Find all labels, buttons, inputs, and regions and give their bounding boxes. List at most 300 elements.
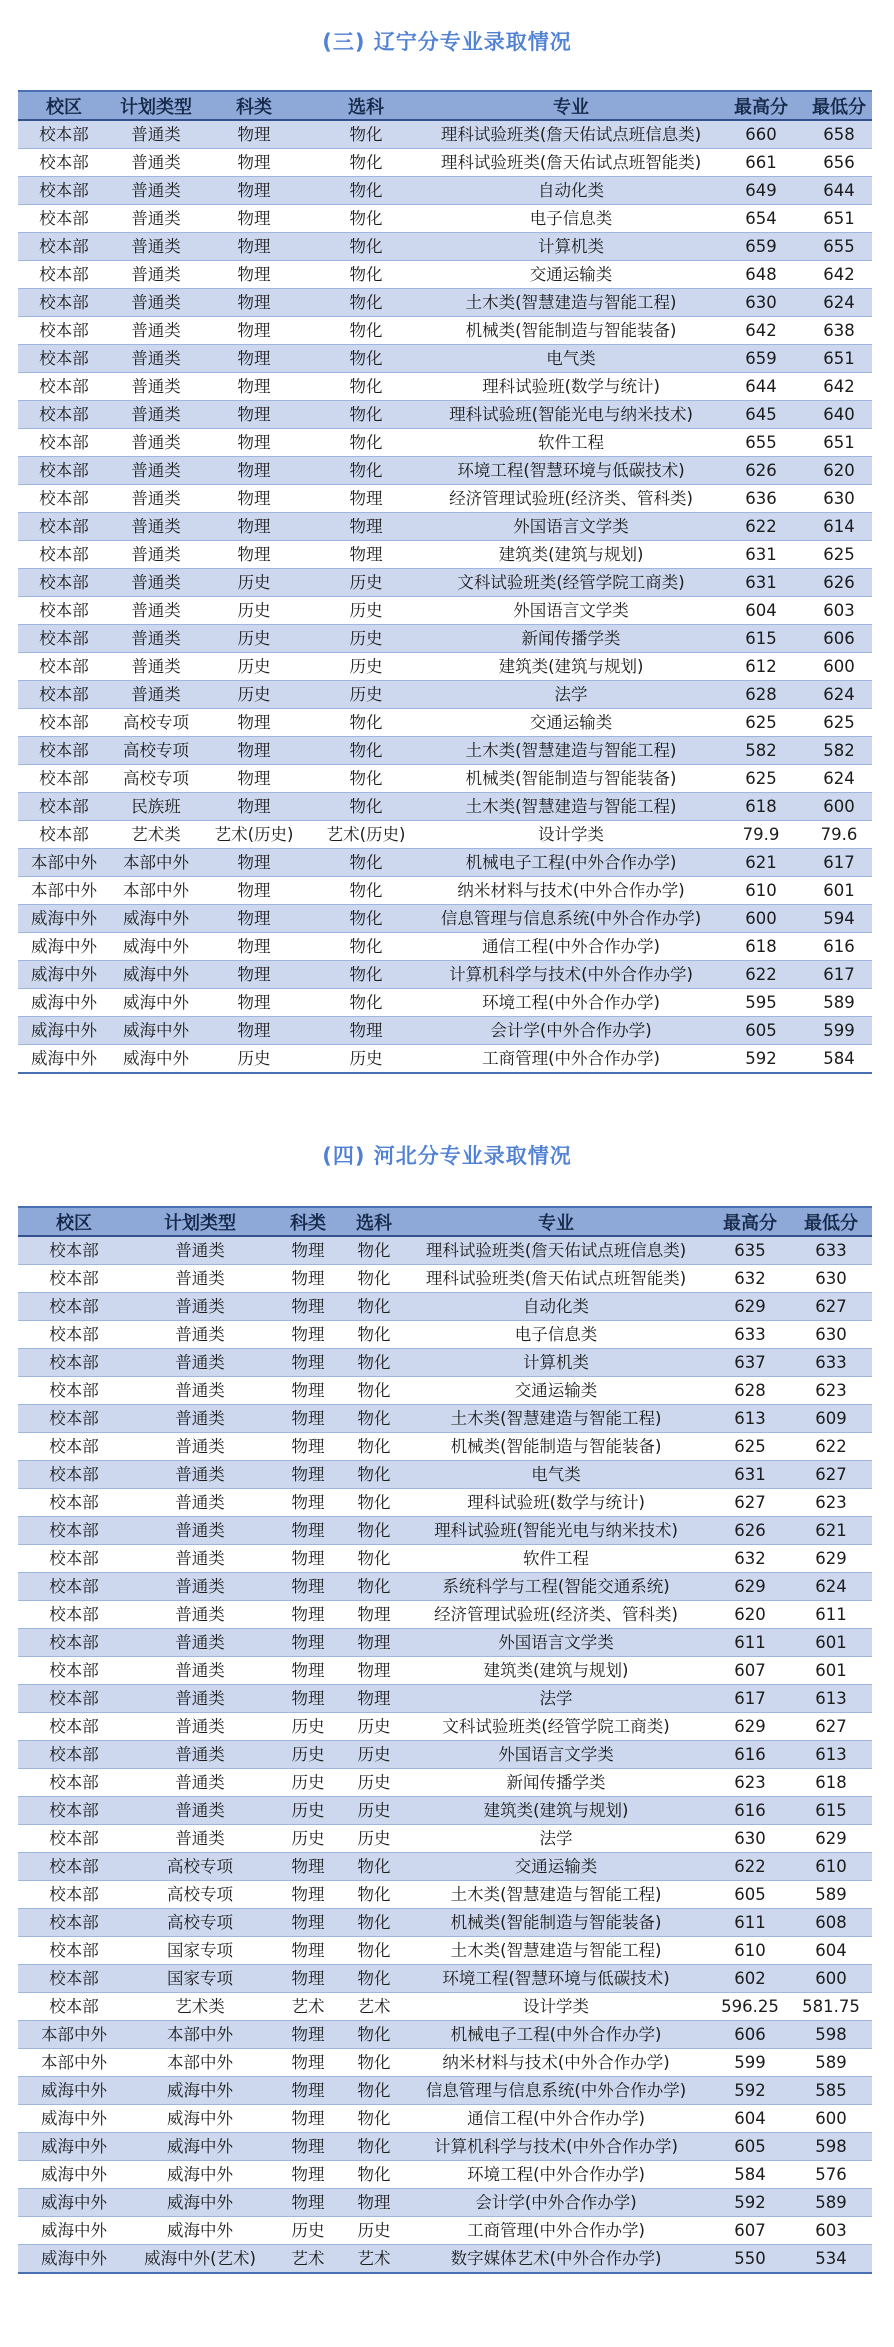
max-score-cell: 602 — [710, 1965, 790, 1993]
max-score-cell: 610 — [710, 1937, 790, 1965]
table-row — [18, 1741, 872, 1769]
table-row — [18, 541, 872, 569]
max-score-cell: 605 — [716, 1017, 806, 1045]
table-header-row — [18, 1207, 872, 1236]
cell: 物理 — [346, 1629, 402, 1657]
cell: 普通类 — [130, 1797, 270, 1825]
max-score-cell: 630 — [710, 1825, 790, 1853]
major-cell: 纳米材料与技术(中外合作办学) — [402, 2049, 710, 2077]
table-row — [18, 1769, 872, 1797]
section-liaoning — [0, 26, 894, 1074]
major-cell: 土木类(智慧建造与智能工程) — [426, 737, 716, 765]
min-score-cell: 625 — [806, 709, 872, 737]
cell: 物理 — [270, 1265, 346, 1293]
cell: 历史 — [346, 1769, 402, 1797]
cell: 普通类 — [110, 485, 202, 513]
table-row — [18, 1573, 872, 1601]
major-cell: 环境工程(中外合作办学) — [402, 2161, 710, 2189]
cell: 校本部 — [18, 653, 110, 681]
major-cell: 通信工程(中外合作办学) — [426, 933, 716, 961]
max-score-cell: 631 — [716, 569, 806, 597]
table-row — [18, 1517, 872, 1545]
major-cell: 纳米材料与技术(中外合作办学) — [426, 877, 716, 905]
cell: 历史 — [202, 653, 306, 681]
cell: 普通类 — [110, 261, 202, 289]
cell: 普通类 — [130, 1517, 270, 1545]
cell: 物化 — [306, 793, 426, 821]
min-score-cell: 614 — [806, 513, 872, 541]
cell: 普通类 — [130, 1629, 270, 1657]
min-score-cell: 610 — [790, 1853, 872, 1881]
cell: 威海中外 — [18, 2133, 130, 2161]
min-score-cell: 582 — [806, 737, 872, 765]
max-score-cell: 616 — [710, 1797, 790, 1825]
min-score-cell: 633 — [790, 1236, 872, 1265]
cell: 物化 — [306, 233, 426, 261]
cell: 校本部 — [18, 541, 110, 569]
cell: 物化 — [346, 1433, 402, 1461]
cell: 校本部 — [18, 1517, 130, 1545]
min-score-cell: 627 — [790, 1293, 872, 1321]
major-cell: 新闻传播学类 — [402, 1769, 710, 1797]
column-header: 最高分 — [716, 91, 806, 120]
max-score-cell: 633 — [710, 1321, 790, 1349]
cell: 物化 — [306, 849, 426, 877]
major-cell: 外国语言文学类 — [426, 513, 716, 541]
cell: 本部中外 — [18, 2021, 130, 2049]
cell: 威海中外 — [130, 2189, 270, 2217]
cell: 威海中外 — [130, 2077, 270, 2105]
cell: 本部中外 — [18, 2049, 130, 2077]
cell: 普通类 — [130, 1545, 270, 1573]
cell: 历史 — [202, 569, 306, 597]
max-score-cell: 595 — [716, 989, 806, 1017]
cell: 历史 — [346, 1825, 402, 1853]
cell: 物化 — [346, 1293, 402, 1321]
cell: 民族班 — [110, 793, 202, 821]
min-score-cell: 608 — [790, 1909, 872, 1937]
max-score-cell: 661 — [716, 149, 806, 177]
column-header: 科类 — [270, 1207, 346, 1236]
cell: 校本部 — [18, 1601, 130, 1629]
major-cell: 会计学(中外合作办学) — [402, 2189, 710, 2217]
cell: 校本部 — [18, 485, 110, 513]
max-score-cell: 600 — [716, 905, 806, 933]
major-cell: 文科试验班类(经管学院工商类) — [402, 1713, 710, 1741]
cell: 校本部 — [18, 120, 110, 149]
major-cell: 自动化类 — [426, 177, 716, 205]
cell: 校本部 — [18, 1629, 130, 1657]
min-score-cell: 600 — [806, 793, 872, 821]
cell: 物理 — [270, 1937, 346, 1965]
cell: 物化 — [346, 1461, 402, 1489]
cell: 物理 — [306, 485, 426, 513]
cell: 普通类 — [130, 1433, 270, 1461]
max-score-cell: 605 — [710, 1881, 790, 1909]
min-score-cell: 622 — [790, 1433, 872, 1461]
cell: 艺术 — [346, 2245, 402, 2274]
max-score-cell: 621 — [716, 849, 806, 877]
min-score-cell: 658 — [806, 120, 872, 149]
cell: 校本部 — [18, 205, 110, 233]
min-score-cell: 613 — [790, 1685, 872, 1713]
min-score-cell: 617 — [806, 849, 872, 877]
max-score-cell: 623 — [710, 1769, 790, 1797]
table-row — [18, 1965, 872, 1993]
cell: 威海中外 — [110, 933, 202, 961]
table-row — [18, 877, 872, 905]
cell: 校本部 — [18, 793, 110, 821]
major-cell: 机械类(智能制造与智能装备) — [426, 765, 716, 793]
cell: 校本部 — [18, 429, 110, 457]
cell: 普通类 — [110, 317, 202, 345]
max-score-cell: 610 — [716, 877, 806, 905]
cell: 物理 — [270, 1573, 346, 1601]
cell: 物理 — [270, 2161, 346, 2189]
cell: 历史 — [202, 625, 306, 653]
major-cell: 建筑类(建筑与规划) — [402, 1657, 710, 1685]
cell: 历史 — [270, 1825, 346, 1853]
cell: 普通类 — [110, 681, 202, 709]
max-score-cell: 625 — [716, 765, 806, 793]
cell: 普通类 — [110, 597, 202, 625]
column-header: 计划类型 — [110, 91, 202, 120]
cell: 物化 — [346, 1321, 402, 1349]
cell: 威海中外(艺术) — [130, 2245, 270, 2274]
liaoning-admission-score-table — [18, 90, 872, 1074]
cell: 本部中外 — [110, 877, 202, 905]
cell: 艺术 — [270, 2245, 346, 2274]
cell: 普通类 — [110, 653, 202, 681]
cell: 物理 — [306, 1017, 426, 1045]
table-row — [18, 485, 872, 513]
cell: 普通类 — [130, 1377, 270, 1405]
min-score-cell: 601 — [806, 877, 872, 905]
cell: 历史 — [270, 2217, 346, 2245]
table-row — [18, 709, 872, 737]
cell: 物理 — [270, 1965, 346, 1993]
max-score-cell: 605 — [710, 2133, 790, 2161]
max-score-cell: 607 — [710, 2217, 790, 2245]
max-score-cell: 625 — [710, 1433, 790, 1461]
major-cell: 计算机科学与技术(中外合作办学) — [402, 2133, 710, 2161]
major-cell: 电子信息类 — [402, 1321, 710, 1349]
cell: 校本部 — [18, 1797, 130, 1825]
min-score-cell: 589 — [806, 989, 872, 1017]
cell: 普通类 — [130, 1601, 270, 1629]
min-score-cell: 633 — [790, 1349, 872, 1377]
table-row — [18, 2217, 872, 2245]
column-header: 专业 — [426, 91, 716, 120]
cell: 高校专项 — [130, 1881, 270, 1909]
cell: 校本部 — [18, 821, 110, 849]
table-row — [18, 569, 872, 597]
min-score-cell: 600 — [790, 1965, 872, 1993]
cell: 历史 — [346, 1741, 402, 1769]
cell: 物化 — [306, 289, 426, 317]
min-score-cell: 644 — [806, 177, 872, 205]
major-cell: 电气类 — [426, 345, 716, 373]
cell: 艺术 — [270, 1993, 346, 2021]
max-score-cell: 620 — [710, 1601, 790, 1629]
cell: 物化 — [346, 2049, 402, 2077]
table-row — [18, 793, 872, 821]
major-cell: 交通运输类 — [426, 709, 716, 737]
cell: 物理 — [202, 317, 306, 345]
max-score-cell: 599 — [710, 2049, 790, 2077]
cell: 威海中外 — [18, 989, 110, 1017]
cell: 物化 — [346, 1489, 402, 1517]
max-score-cell: 655 — [716, 429, 806, 457]
cell: 物化 — [306, 737, 426, 765]
cell: 物理 — [202, 989, 306, 1017]
cell: 物化 — [346, 2021, 402, 2049]
cell: 物化 — [346, 1377, 402, 1405]
cell: 物化 — [346, 1965, 402, 1993]
cell: 校本部 — [18, 1349, 130, 1377]
cell: 高校专项 — [110, 765, 202, 793]
min-score-cell: 629 — [790, 1825, 872, 1853]
cell: 物理 — [270, 1236, 346, 1265]
table-row — [18, 1045, 872, 1074]
min-score-cell: 585 — [790, 2077, 872, 2105]
cell: 物理 — [270, 2133, 346, 2161]
max-score-cell: 632 — [710, 1265, 790, 1293]
column-header: 最高分 — [710, 1207, 790, 1236]
table-row — [18, 1993, 872, 2021]
max-score-cell: 637 — [710, 1349, 790, 1377]
max-score-cell: 607 — [710, 1657, 790, 1685]
major-cell: 土木类(智慧建造与智能工程) — [402, 1881, 710, 1909]
cell: 威海中外 — [130, 2105, 270, 2133]
min-score-cell: 627 — [790, 1713, 872, 1741]
major-cell: 理科试验班类(詹天佑试点班智能类) — [402, 1265, 710, 1293]
max-score-cell: 618 — [716, 793, 806, 821]
cell: 校本部 — [18, 1909, 130, 1937]
min-score-cell: 624 — [806, 289, 872, 317]
column-header: 校区 — [18, 1207, 130, 1236]
cell: 物理 — [270, 1685, 346, 1713]
cell: 物理 — [270, 1461, 346, 1489]
cell: 普通类 — [110, 429, 202, 457]
table-row — [18, 849, 872, 877]
cell: 物理 — [202, 541, 306, 569]
cell: 物理 — [270, 2105, 346, 2133]
table-row — [18, 2189, 872, 2217]
cell: 校本部 — [18, 737, 110, 765]
cell: 物化 — [346, 1881, 402, 1909]
table-row — [18, 2049, 872, 2077]
max-score-cell: 611 — [710, 1909, 790, 1937]
min-score-cell: 625 — [806, 541, 872, 569]
min-score-cell: 642 — [806, 373, 872, 401]
cell: 校本部 — [18, 1545, 130, 1573]
min-score-cell: 651 — [806, 205, 872, 233]
max-score-cell: 635 — [710, 1236, 790, 1265]
major-cell: 外国语言文学类 — [402, 1741, 710, 1769]
major-cell: 通信工程(中外合作办学) — [402, 2105, 710, 2133]
table-row — [18, 737, 872, 765]
cell: 物理 — [270, 2021, 346, 2049]
max-score-cell: 606 — [710, 2021, 790, 2049]
table-row — [18, 653, 872, 681]
major-cell: 经济管理试验班(经济类、管科类) — [426, 485, 716, 513]
cell: 校本部 — [18, 513, 110, 541]
cell: 物化 — [346, 2133, 402, 2161]
cell: 物化 — [306, 709, 426, 737]
table-row — [18, 933, 872, 961]
min-score-cell: 604 — [790, 1937, 872, 1965]
cell: 校本部 — [18, 765, 110, 793]
major-cell: 环境工程(智慧环境与低碳技术) — [426, 457, 716, 485]
major-cell: 信息管理与信息系统(中外合作办学) — [426, 905, 716, 933]
major-cell: 法学 — [402, 1825, 710, 1853]
cell: 物理 — [202, 1017, 306, 1045]
major-cell: 理科试验班(智能光电与纳米技术) — [426, 401, 716, 429]
min-score-cell: 598 — [790, 2021, 872, 2049]
table-row — [18, 289, 872, 317]
max-score-cell: 612 — [716, 653, 806, 681]
min-score-cell: 611 — [790, 1601, 872, 1629]
cell: 物理 — [270, 1433, 346, 1461]
cell: 物理 — [270, 1349, 346, 1377]
cell: 物理 — [202, 961, 306, 989]
cell: 校本部 — [18, 177, 110, 205]
major-cell: 计算机类 — [426, 233, 716, 261]
cell: 国家专项 — [130, 1965, 270, 1993]
cell: 物理 — [270, 1657, 346, 1685]
max-score-cell: 629 — [710, 1573, 790, 1601]
max-score-cell: 627 — [710, 1489, 790, 1517]
major-cell: 理科试验班类(詹天佑试点班智能类) — [426, 149, 716, 177]
max-score-cell: 645 — [716, 401, 806, 429]
cell: 普通类 — [130, 1713, 270, 1741]
max-score-cell: 628 — [716, 681, 806, 709]
cell: 校本部 — [18, 597, 110, 625]
cell: 艺术类 — [130, 1993, 270, 2021]
table-row — [18, 1265, 872, 1293]
cell: 普通类 — [110, 513, 202, 541]
hebei-admission-score-table — [18, 1206, 872, 2274]
max-score-cell: 649 — [716, 177, 806, 205]
cell: 威海中外 — [110, 905, 202, 933]
min-score-cell: 617 — [806, 961, 872, 989]
cell: 校本部 — [18, 233, 110, 261]
table-row — [18, 1545, 872, 1573]
min-score-cell: 601 — [790, 1629, 872, 1657]
cell: 威海中外 — [130, 2217, 270, 2245]
table-row — [18, 989, 872, 1017]
cell: 物化 — [306, 177, 426, 205]
cell: 威海中外 — [18, 2245, 130, 2274]
table-row — [18, 2161, 872, 2189]
table-row — [18, 1349, 872, 1377]
cell: 校本部 — [18, 1236, 130, 1265]
cell: 物理 — [346, 1601, 402, 1629]
cell: 校本部 — [18, 401, 110, 429]
cell: 普通类 — [110, 149, 202, 177]
cell: 威海中外 — [18, 905, 110, 933]
min-score-cell: 599 — [806, 1017, 872, 1045]
cell: 物理 — [270, 1377, 346, 1405]
cell: 校本部 — [18, 569, 110, 597]
cell: 校本部 — [18, 1685, 130, 1713]
cell: 物理 — [202, 849, 306, 877]
max-score-cell: 626 — [716, 457, 806, 485]
max-score-cell: 592 — [710, 2077, 790, 2105]
cell: 物化 — [306, 149, 426, 177]
major-cell: 建筑类(建筑与规划) — [426, 653, 716, 681]
table-row — [18, 1461, 872, 1489]
major-cell: 理科试验班(数学与统计) — [402, 1489, 710, 1517]
min-score-cell: 651 — [806, 429, 872, 457]
cell: 普通类 — [110, 205, 202, 233]
cell: 物理 — [306, 541, 426, 569]
major-cell: 计算机类 — [402, 1349, 710, 1377]
max-score-cell: 550 — [710, 2245, 790, 2274]
min-score-cell: 603 — [790, 2217, 872, 2245]
cell: 普通类 — [130, 1405, 270, 1433]
table-row — [18, 1909, 872, 1937]
max-score-cell: 618 — [716, 933, 806, 961]
cell: 校本部 — [18, 261, 110, 289]
major-cell: 工商管理(中外合作办学) — [402, 2217, 710, 2245]
table-row — [18, 961, 872, 989]
major-cell: 系统科学与工程(智能交通系统) — [402, 1573, 710, 1601]
max-score-cell: 642 — [716, 317, 806, 345]
table-body — [18, 120, 872, 1073]
max-score-cell: 630 — [716, 289, 806, 317]
section-title-hebei: (四) 河北分专业录取情况 — [322, 1144, 572, 1168]
cell: 威海中外 — [18, 961, 110, 989]
cell: 威海中外 — [130, 2133, 270, 2161]
max-score-cell: 628 — [710, 1377, 790, 1405]
min-score-cell: 616 — [806, 933, 872, 961]
cell: 物理 — [202, 905, 306, 933]
cell: 校本部 — [18, 1293, 130, 1321]
cell: 历史 — [306, 653, 426, 681]
max-score-cell: 604 — [710, 2105, 790, 2133]
cell: 普通类 — [130, 1349, 270, 1377]
table-row — [18, 457, 872, 485]
cell: 普通类 — [110, 177, 202, 205]
min-score-cell: 626 — [806, 569, 872, 597]
cell: 物理 — [270, 1881, 346, 1909]
cell: 普通类 — [130, 1293, 270, 1321]
cell: 历史 — [202, 1045, 306, 1074]
max-score-cell: 629 — [710, 1713, 790, 1741]
cell: 物化 — [306, 317, 426, 345]
cell: 普通类 — [110, 457, 202, 485]
cell: 高校专项 — [110, 709, 202, 737]
cell: 校本部 — [18, 317, 110, 345]
cell: 物化 — [306, 877, 426, 905]
cell: 物化 — [346, 1853, 402, 1881]
cell: 物理 — [202, 261, 306, 289]
cell: 威海中外 — [110, 1017, 202, 1045]
table-row — [18, 681, 872, 709]
min-score-cell: 642 — [806, 261, 872, 289]
cell: 物理 — [202, 793, 306, 821]
cell: 物理 — [202, 233, 306, 261]
cell: 本部中外 — [18, 877, 110, 905]
min-score-cell: 624 — [806, 681, 872, 709]
major-cell: 机械类(智能制造与智能装备) — [402, 1433, 710, 1461]
max-score-cell: 631 — [710, 1461, 790, 1489]
major-cell: 会计学(中外合作办学) — [426, 1017, 716, 1045]
cell: 历史 — [306, 681, 426, 709]
table-row — [18, 1017, 872, 1045]
